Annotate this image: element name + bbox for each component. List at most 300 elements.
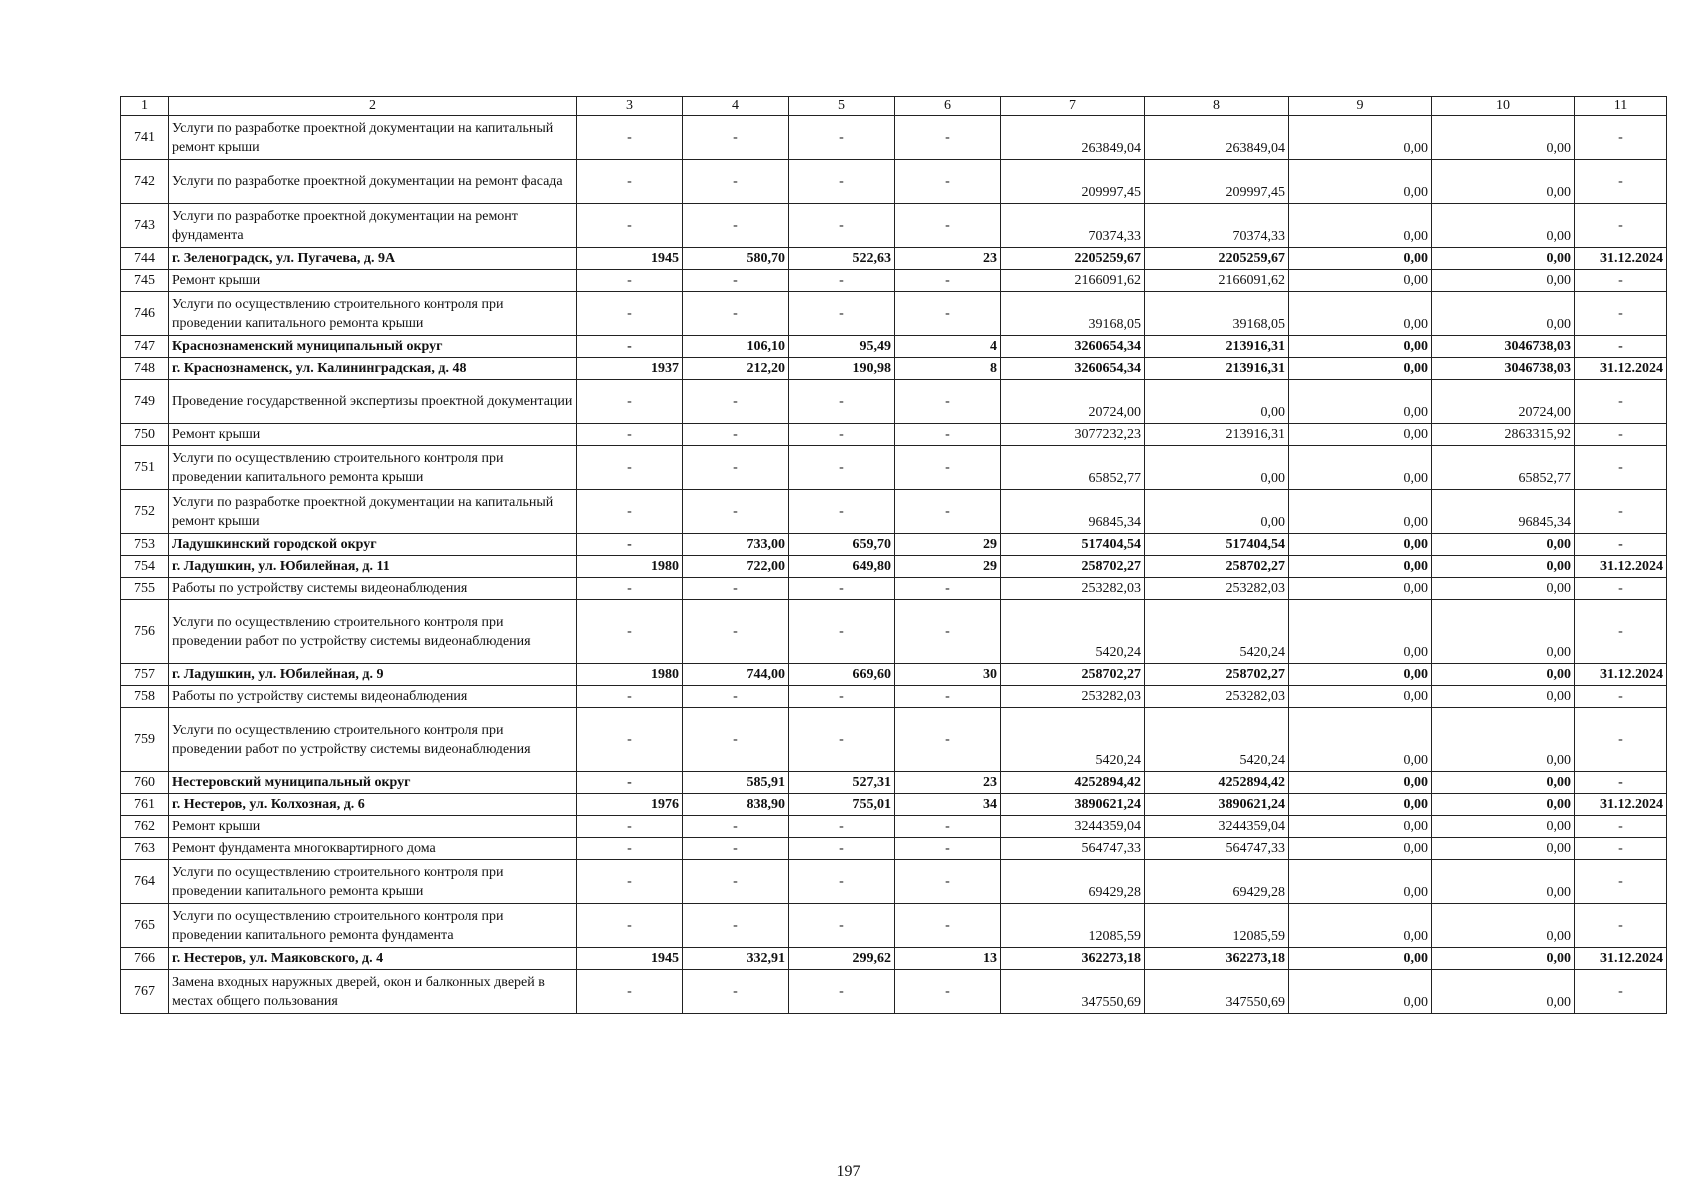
total-area: - — [683, 204, 789, 248]
row-number: 750 — [121, 424, 169, 446]
table-row — [121, 794, 1667, 816]
table-row — [121, 424, 1667, 446]
column-number: 11 — [1575, 97, 1667, 116]
item-name: Услуги по осуществлению строительного контроля при проведении капитального ремонта крыши — [169, 446, 577, 490]
year-built: - — [577, 708, 683, 772]
table-row — [121, 446, 1667, 490]
completion-date: - — [1575, 380, 1667, 424]
living-area: - — [789, 578, 895, 600]
table-row — [121, 116, 1667, 160]
total-cost: 70374,33 — [1001, 204, 1145, 248]
other-cost: 0,00 — [1432, 794, 1575, 816]
other-cost: 0,00 — [1432, 970, 1575, 1014]
completion-date: - — [1575, 270, 1667, 292]
total-cost: 517404,54 — [1001, 534, 1145, 556]
total-area: - — [683, 578, 789, 600]
item-name: г. Зеленоградск, ул. Пугачева, д. 9А — [169, 248, 577, 270]
living-area: 522,63 — [789, 248, 895, 270]
budget-cost: 0,00 — [1289, 534, 1432, 556]
total-cost: 263849,04 — [1001, 116, 1145, 160]
total-cost: 4252894,42 — [1001, 772, 1145, 794]
column-number: 8 — [1145, 97, 1289, 116]
total-area: - — [683, 600, 789, 664]
total-area: 722,00 — [683, 556, 789, 578]
other-cost: 0,00 — [1432, 116, 1575, 160]
fund-cost: 70374,33 — [1145, 204, 1289, 248]
item-name: Работы по устройству системы видеонаблюдения — [169, 686, 577, 708]
total-cost: 96845,34 — [1001, 490, 1145, 534]
living-area: - — [789, 160, 895, 204]
row-number: 754 — [121, 556, 169, 578]
completion-date: - — [1575, 970, 1667, 1014]
living-area: - — [789, 424, 895, 446]
living-area: - — [789, 380, 895, 424]
total-cost: 20724,00 — [1001, 380, 1145, 424]
total-area: 332,91 — [683, 948, 789, 970]
fund-cost: 2205259,67 — [1145, 248, 1289, 270]
other-cost: 0,00 — [1432, 838, 1575, 860]
residents-count: - — [895, 160, 1001, 204]
living-area: 190,98 — [789, 358, 895, 380]
fund-cost: 2166091,62 — [1145, 270, 1289, 292]
item-name: Проведение государственной экспертизы проектной документации — [169, 380, 577, 424]
column-number: 1 — [121, 97, 169, 116]
table-row — [121, 380, 1667, 424]
living-area: - — [789, 600, 895, 664]
total-cost: 12085,59 — [1001, 904, 1145, 948]
total-area: - — [683, 838, 789, 860]
completion-date: - — [1575, 860, 1667, 904]
table-row — [121, 860, 1667, 904]
row-number: 745 — [121, 270, 169, 292]
total-area: 744,00 — [683, 664, 789, 686]
residents-count: 23 — [895, 248, 1001, 270]
item-name: Нестеровский муниципальный округ — [169, 772, 577, 794]
row-number: 766 — [121, 948, 169, 970]
table-row — [121, 534, 1667, 556]
total-area: - — [683, 904, 789, 948]
budget-cost: 0,00 — [1289, 424, 1432, 446]
completion-date: - — [1575, 446, 1667, 490]
other-cost: 0,00 — [1432, 816, 1575, 838]
year-built: - — [577, 686, 683, 708]
column-number: 3 — [577, 97, 683, 116]
budget-cost: 0,00 — [1289, 664, 1432, 686]
fund-cost: 0,00 — [1145, 380, 1289, 424]
fund-cost: 213916,31 — [1145, 336, 1289, 358]
budget-cost: 0,00 — [1289, 904, 1432, 948]
completion-date: - — [1575, 336, 1667, 358]
other-cost: 0,00 — [1432, 664, 1575, 686]
total-cost: 2166091,62 — [1001, 270, 1145, 292]
total-cost: 3260654,34 — [1001, 336, 1145, 358]
fund-cost: 3244359,04 — [1145, 816, 1289, 838]
other-cost: 3046738,03 — [1432, 336, 1575, 358]
fund-cost: 564747,33 — [1145, 838, 1289, 860]
residents-count: - — [895, 600, 1001, 664]
column-number-row — [121, 97, 1667, 116]
other-cost: 0,00 — [1432, 534, 1575, 556]
other-cost: 0,00 — [1432, 708, 1575, 772]
column-number: 6 — [895, 97, 1001, 116]
item-name: Ремонт крыши — [169, 424, 577, 446]
other-cost: 3046738,03 — [1432, 358, 1575, 380]
total-area: - — [683, 970, 789, 1014]
total-area: - — [683, 686, 789, 708]
living-area: - — [789, 708, 895, 772]
year-built: - — [577, 578, 683, 600]
completion-date: - — [1575, 838, 1667, 860]
year-built: - — [577, 490, 683, 534]
completion-date: - — [1575, 686, 1667, 708]
total-area: - — [683, 116, 789, 160]
budget-cost: 0,00 — [1289, 490, 1432, 534]
fund-cost: 258702,27 — [1145, 664, 1289, 686]
table-row — [121, 292, 1667, 336]
total-cost: 347550,69 — [1001, 970, 1145, 1014]
living-area: - — [789, 446, 895, 490]
other-cost: 0,00 — [1432, 292, 1575, 336]
year-built: 1937 — [577, 358, 683, 380]
other-cost: 0,00 — [1432, 248, 1575, 270]
total-cost: 65852,77 — [1001, 446, 1145, 490]
completion-date: 31.12.2024 — [1575, 948, 1667, 970]
completion-date: 31.12.2024 — [1575, 556, 1667, 578]
total-area: 106,10 — [683, 336, 789, 358]
other-cost: 0,00 — [1432, 270, 1575, 292]
year-built: - — [577, 380, 683, 424]
fund-cost: 213916,31 — [1145, 424, 1289, 446]
fund-cost: 69429,28 — [1145, 860, 1289, 904]
total-area: - — [683, 424, 789, 446]
fund-cost: 362273,18 — [1145, 948, 1289, 970]
row-number: 753 — [121, 534, 169, 556]
year-built: - — [577, 904, 683, 948]
item-name: Услуги по разработке проектной документации на капитальный ремонт крыши — [169, 490, 577, 534]
residents-count: 8 — [895, 358, 1001, 380]
budget-cost: 0,00 — [1289, 380, 1432, 424]
residents-count: - — [895, 578, 1001, 600]
residents-count: 29 — [895, 534, 1001, 556]
other-cost: 0,00 — [1432, 686, 1575, 708]
fund-cost: 263849,04 — [1145, 116, 1289, 160]
other-cost: 65852,77 — [1432, 446, 1575, 490]
item-name: Замена входных наружных дверей, окон и балконных дверей в местах общего пользования — [169, 970, 577, 1014]
budget-cost: 0,00 — [1289, 270, 1432, 292]
residents-count: - — [895, 424, 1001, 446]
fund-cost: 12085,59 — [1145, 904, 1289, 948]
living-area: 669,60 — [789, 664, 895, 686]
other-cost: 20724,00 — [1432, 380, 1575, 424]
table-row — [121, 838, 1667, 860]
year-built: - — [577, 534, 683, 556]
fund-cost: 3890621,24 — [1145, 794, 1289, 816]
budget-cost: 0,00 — [1289, 116, 1432, 160]
fund-cost: 517404,54 — [1145, 534, 1289, 556]
year-built: 1945 — [577, 248, 683, 270]
year-built: - — [577, 446, 683, 490]
completion-date: - — [1575, 490, 1667, 534]
residents-count: - — [895, 816, 1001, 838]
item-name: Услуги по осуществлению строительного контроля при проведении работ по устройству системы видеонаблюдения — [169, 708, 577, 772]
budget-cost: 0,00 — [1289, 600, 1432, 664]
residents-count: - — [895, 380, 1001, 424]
living-area: - — [789, 816, 895, 838]
budget-cost: 0,00 — [1289, 248, 1432, 270]
completion-date: - — [1575, 424, 1667, 446]
row-number: 760 — [121, 772, 169, 794]
budget-cost: 0,00 — [1289, 708, 1432, 772]
budget-cost: 0,00 — [1289, 772, 1432, 794]
other-cost: 96845,34 — [1432, 490, 1575, 534]
fund-cost: 213916,31 — [1145, 358, 1289, 380]
completion-date: - — [1575, 292, 1667, 336]
residents-count: - — [895, 860, 1001, 904]
total-cost: 564747,33 — [1001, 838, 1145, 860]
living-area: - — [789, 860, 895, 904]
budget-cost: 0,00 — [1289, 816, 1432, 838]
row-number: 749 — [121, 380, 169, 424]
living-area: 755,01 — [789, 794, 895, 816]
total-cost: 253282,03 — [1001, 686, 1145, 708]
residents-count: 4 — [895, 336, 1001, 358]
total-area: - — [683, 708, 789, 772]
living-area: - — [789, 204, 895, 248]
completion-date: 31.12.2024 — [1575, 248, 1667, 270]
completion-date: - — [1575, 904, 1667, 948]
living-area: - — [789, 270, 895, 292]
item-name: г. Ладушкин, ул. Юбилейная, д. 9 — [169, 664, 577, 686]
residents-count: 34 — [895, 794, 1001, 816]
living-area: 299,62 — [789, 948, 895, 970]
column-number: 7 — [1001, 97, 1145, 116]
row-number: 748 — [121, 358, 169, 380]
other-cost: 0,00 — [1432, 578, 1575, 600]
item-name: г. Ладушкин, ул. Юбилейная, д. 11 — [169, 556, 577, 578]
total-cost: 258702,27 — [1001, 664, 1145, 686]
row-number: 757 — [121, 664, 169, 686]
budget-cost: 0,00 — [1289, 292, 1432, 336]
fund-cost: 253282,03 — [1145, 578, 1289, 600]
table-row — [121, 204, 1667, 248]
column-number: 5 — [789, 97, 895, 116]
item-name: Услуги по разработке проектной документации на ремонт фасада — [169, 160, 577, 204]
completion-date: - — [1575, 116, 1667, 160]
item-name: г. Краснознаменск, ул. Калининградская, д. 48 — [169, 358, 577, 380]
page-number: 197 — [836, 1163, 861, 1180]
year-built: - — [577, 424, 683, 446]
table-row — [121, 248, 1667, 270]
budget-cost: 0,00 — [1289, 948, 1432, 970]
year-built: - — [577, 970, 683, 1014]
other-cost: 0,00 — [1432, 948, 1575, 970]
other-cost: 0,00 — [1432, 860, 1575, 904]
completion-date: - — [1575, 816, 1667, 838]
other-cost: 0,00 — [1432, 772, 1575, 794]
row-number: 741 — [121, 116, 169, 160]
fund-cost: 347550,69 — [1145, 970, 1289, 1014]
residents-count: 30 — [895, 664, 1001, 686]
completion-date: 31.12.2024 — [1575, 358, 1667, 380]
budget-cost: 0,00 — [1289, 860, 1432, 904]
fund-cost: 4252894,42 — [1145, 772, 1289, 794]
completion-date: - — [1575, 160, 1667, 204]
total-area: - — [683, 270, 789, 292]
completion-date: - — [1575, 534, 1667, 556]
living-area: 659,70 — [789, 534, 895, 556]
table-row — [121, 816, 1667, 838]
column-number: 9 — [1289, 97, 1432, 116]
year-built: - — [577, 772, 683, 794]
row-number: 752 — [121, 490, 169, 534]
completion-date: - — [1575, 772, 1667, 794]
row-number: 742 — [121, 160, 169, 204]
register-table — [120, 96, 1667, 1014]
other-cost: 0,00 — [1432, 160, 1575, 204]
table-row — [121, 708, 1667, 772]
row-number: 746 — [121, 292, 169, 336]
column-number: 4 — [683, 97, 789, 116]
year-built: - — [577, 204, 683, 248]
budget-cost: 0,00 — [1289, 686, 1432, 708]
row-number: 767 — [121, 970, 169, 1014]
year-built: - — [577, 292, 683, 336]
completion-date: - — [1575, 204, 1667, 248]
budget-cost: 0,00 — [1289, 578, 1432, 600]
completion-date: - — [1575, 708, 1667, 772]
table-row — [121, 556, 1667, 578]
budget-cost: 0,00 — [1289, 970, 1432, 1014]
total-cost: 5420,24 — [1001, 708, 1145, 772]
residents-count: - — [895, 292, 1001, 336]
other-cost: 0,00 — [1432, 204, 1575, 248]
item-name: Ремонт фундамента многоквартирного дома — [169, 838, 577, 860]
completion-date: 31.12.2024 — [1575, 794, 1667, 816]
row-number: 764 — [121, 860, 169, 904]
row-number: 759 — [121, 708, 169, 772]
fund-cost: 0,00 — [1145, 490, 1289, 534]
residents-count: - — [895, 270, 1001, 292]
year-built: 1976 — [577, 794, 683, 816]
year-built: 1980 — [577, 664, 683, 686]
living-area: 527,31 — [789, 772, 895, 794]
total-area: - — [683, 160, 789, 204]
total-cost: 39168,05 — [1001, 292, 1145, 336]
row-number: 756 — [121, 600, 169, 664]
fund-cost: 258702,27 — [1145, 556, 1289, 578]
item-name: Работы по устройству системы видеонаблюдения — [169, 578, 577, 600]
living-area: - — [789, 292, 895, 336]
row-number: 747 — [121, 336, 169, 358]
item-name: Ремонт крыши — [169, 270, 577, 292]
budget-cost: 0,00 — [1289, 160, 1432, 204]
total-area: 733,00 — [683, 534, 789, 556]
other-cost: 0,00 — [1432, 600, 1575, 664]
table-row — [121, 772, 1667, 794]
other-cost: 0,00 — [1432, 556, 1575, 578]
total-cost: 5420,24 — [1001, 600, 1145, 664]
item-name: Услуги по осуществлению строительного контроля при проведении капитального ремонта фундамента — [169, 904, 577, 948]
total-area: - — [683, 446, 789, 490]
total-area: - — [683, 380, 789, 424]
item-name: Услуги по осуществлению строительного контроля при проведении работ по устройству системы видеонаблюдения — [169, 600, 577, 664]
budget-cost: 0,00 — [1289, 358, 1432, 380]
table-row — [121, 970, 1667, 1014]
row-number: 758 — [121, 686, 169, 708]
fund-cost: 5420,24 — [1145, 708, 1289, 772]
fund-cost: 253282,03 — [1145, 686, 1289, 708]
living-area: 95,49 — [789, 336, 895, 358]
table-row — [121, 948, 1667, 970]
total-area: - — [683, 816, 789, 838]
residents-count: - — [895, 686, 1001, 708]
fund-cost: 209997,45 — [1145, 160, 1289, 204]
table-row — [121, 664, 1667, 686]
living-area: - — [789, 490, 895, 534]
row-number: 751 — [121, 446, 169, 490]
total-area: - — [683, 860, 789, 904]
other-cost: 2863315,92 — [1432, 424, 1575, 446]
living-area: - — [789, 838, 895, 860]
residents-count: 23 — [895, 772, 1001, 794]
budget-cost: 0,00 — [1289, 336, 1432, 358]
budget-cost: 0,00 — [1289, 446, 1432, 490]
table-row — [121, 358, 1667, 380]
total-cost: 362273,18 — [1001, 948, 1145, 970]
row-number: 744 — [121, 248, 169, 270]
total-cost: 3077232,23 — [1001, 424, 1145, 446]
year-built: - — [577, 860, 683, 904]
other-cost: 0,00 — [1432, 904, 1575, 948]
residents-count: - — [895, 970, 1001, 1014]
residents-count: - — [895, 904, 1001, 948]
table-row — [121, 160, 1667, 204]
table-row — [121, 490, 1667, 534]
item-name: Услуги по разработке проектной документации на ремонт фундамента — [169, 204, 577, 248]
living-area: - — [789, 686, 895, 708]
year-built: - — [577, 600, 683, 664]
table-row — [121, 578, 1667, 600]
item-name: Услуги по осуществлению строительного контроля при проведении капитального ремонта крыши — [169, 860, 577, 904]
living-area: - — [789, 970, 895, 1014]
total-cost: 3244359,04 — [1001, 816, 1145, 838]
fund-cost: 5420,24 — [1145, 600, 1289, 664]
living-area: 649,80 — [789, 556, 895, 578]
row-number: 763 — [121, 838, 169, 860]
item-name: Услуги по разработке проектной документации на капитальный ремонт крыши — [169, 116, 577, 160]
residents-count: - — [895, 490, 1001, 534]
budget-cost: 0,00 — [1289, 204, 1432, 248]
total-area: 212,20 — [683, 358, 789, 380]
total-cost: 253282,03 — [1001, 578, 1145, 600]
total-area: - — [683, 490, 789, 534]
row-number: 743 — [121, 204, 169, 248]
residents-count: - — [895, 116, 1001, 160]
table-row — [121, 270, 1667, 292]
year-built: 1945 — [577, 948, 683, 970]
residents-count: - — [895, 204, 1001, 248]
residents-count: - — [895, 446, 1001, 490]
residents-count: - — [895, 708, 1001, 772]
item-name: г. Нестеров, ул. Колхозная, д. 6 — [169, 794, 577, 816]
total-cost: 209997,45 — [1001, 160, 1145, 204]
year-built: - — [577, 816, 683, 838]
item-name: Краснознаменский муниципальный округ — [169, 336, 577, 358]
row-number: 755 — [121, 578, 169, 600]
living-area: - — [789, 904, 895, 948]
row-number: 761 — [121, 794, 169, 816]
item-name: Ремонт крыши — [169, 816, 577, 838]
